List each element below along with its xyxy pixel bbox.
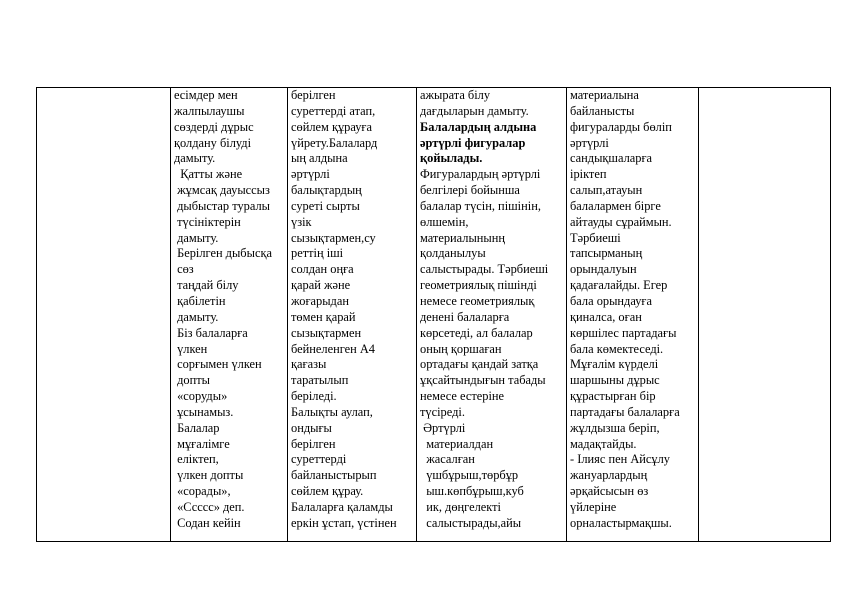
cell-text-line: мұғалімге [174,436,230,451]
cell-text-line: орындалуын [570,262,637,277]
cell-text-line: сызықтармен,су [291,230,376,245]
cell-text-line: қиналса, оған [570,309,642,324]
cell-text-line: өлшемін, [420,214,469,229]
cell-text-line: беріледі. [291,389,337,404]
cell-text-line: түсіреді. [420,404,465,419]
table-row [37,88,831,542]
cell-text-line: түсініктерін [174,214,241,229]
cell-text-line: геометриялық пішінді [420,278,537,293]
cell-text-line: балалар түсін, пішінін, [420,198,541,213]
cell-text-line: таңдай білу [174,278,239,293]
cell-text-line: шаршыны дұрыс [570,373,660,388]
cell-text-line: ондығы [291,420,332,435]
cell-text-line: дағдыларын дамыту. [420,103,529,118]
table-cell-col-5 [699,88,831,542]
table-cell-col-3 [417,88,567,542]
cell-text-line: қолданылуы [420,246,486,261]
cell-text-line: салып,атауын [570,183,643,198]
cell-text-line: солдан оңға [291,262,354,277]
cell-text-line: дыбыстар туралы [174,198,270,213]
cell-text-line: Содан кейін [174,515,241,530]
table-cell-col-1 [171,88,288,542]
cell-text-line: жалпылаушы [174,103,245,118]
cell-text-line: Балықты аулап, [291,404,373,419]
cell-text-line: - Ілияс пен Айсұлу [570,452,670,467]
cell-text-line: әрқайсысын өз [570,484,649,499]
cell-text-line: бейнеленген А4 [291,341,376,356]
cell-text-line: байланыстырып [291,468,377,483]
cell-text-line: есімдер мен [174,88,238,102]
cell-text-line: үлкен [174,341,208,356]
cell-text-line: қағазы [291,357,327,372]
cell-text-line: сөздерді дұрыс [174,119,254,134]
cell-text-line: салыстырады,айы [420,515,522,530]
cell-text-line: әртүрлі фигуралар [420,135,526,150]
cell-text-line: дамыту. [174,151,216,166]
cell-text-line: «Ссссс» деп. [174,499,245,514]
cell-text-line: берілген [291,436,336,451]
cell-text-line: сызықтармен [291,325,362,340]
cell-text-line: суреттерді атап, [291,103,376,118]
cell-text-line: Балалардың алдына [420,119,537,134]
cell-text-line: жасалған [420,452,475,467]
cell-text-line: немесе естеріне [420,389,505,404]
cell-text-line: материалына [570,88,639,102]
cell-text-line: реттің іші [291,246,344,261]
cell-text-line: сөз [174,262,194,277]
cell-text-line: партадағы балаларға [570,404,680,419]
cell-text-line: қолдану білуді [174,135,252,150]
cell-text-line: Тәрбиеші [570,230,621,245]
cell-text-line: үзік [291,214,312,229]
cell-text-line: мадақтайды. [570,436,637,451]
cell-text-line: Берілген дыбысқа [174,246,272,261]
cell-text-line: айтауды сұраймын. [570,214,672,229]
table-cell-col-0 [37,88,171,542]
cell-text-line: балықтардың [291,183,362,198]
cell-text-line: берілген [291,88,336,102]
cell-text-line: орналастырмақшы. [570,515,672,530]
cell-text-line: денені балаларға [420,309,510,324]
cell-text-line: Әртүрлі [420,420,466,435]
cell-text-line: таратылып [291,373,349,388]
cell-text-line: Мұғалім күрделі [570,357,659,372]
cell-text-line: ик, дөңгелекті [420,499,501,514]
cell-text-line: қойылады. [420,151,483,166]
cell-text-line: үйрету.Балалард [291,135,378,150]
cell-text-line: көрсетеді, ал балалар [420,325,533,340]
cell-text-line: төмен қарай [291,309,356,324]
cell-text-line: допты [174,373,210,388]
cell-text-line: оның қоршаған [420,341,502,356]
cell-text-line: әртүрлі [291,167,330,182]
cell-text-line: ың алдына [291,151,348,166]
table-cell-col-2 [288,88,417,542]
cell-text-line: ұсынамыз. [174,404,234,419]
cell-text-line: суреті сырты [291,198,360,213]
cell-text-line: іріктеп [570,167,607,182]
cell-text-line: Балаларға қаламды [291,499,393,514]
cell-text-line: Балалар [174,420,220,435]
cell-text-line: байланысты [570,103,635,118]
cell-text-line: фигураларды бөліп [570,119,672,134]
cell-text-line: қабілетін [174,293,226,308]
cell-text-line: үшбұрыш,төрбұр [420,468,519,483]
cell-text-line: материалдан [420,436,494,451]
cell-text-line: қадағалайды. Егер [570,278,668,293]
cell-text-line: «сорады», [174,484,231,499]
cell-text-line: үлкен допты [174,468,244,483]
cell-text-line: Біз балаларға [174,325,248,340]
cell-text-line: Фигуралардың әртүрлі [420,167,541,182]
cell-text-line: тапсырманың [570,246,643,261]
cell-text-line: еліктеп, [174,452,219,467]
cell-text-line: суреттерді [291,452,347,467]
cell-text-line: әртүрлі [570,135,609,150]
cell-text-line: материалынынң [420,230,506,245]
cell-text-line: үйлеріне [570,499,617,514]
cell-text-line: көршілес партадағы [570,325,677,340]
cell-text-line: бала орындауға [570,293,652,308]
table-cell-col-4 [567,88,699,542]
cell-text-line: бала көмектеседі. [570,341,664,356]
cell-text-line: құрастырған бір [570,389,656,404]
cell-text-line: ортадағы қандай затқа [420,357,539,372]
cell-text-line: сөйлем құрауға [291,119,373,134]
cell-text-line: Қатты және [174,167,243,182]
cell-text-line: жануарлардың [570,468,648,483]
cell-text-line: ажырата білу [420,88,491,102]
cell-text-line: сөйлем құрау. [291,484,364,499]
cell-text-line: жұмсақ дауыссыз [174,183,270,198]
cell-text-line: сандықшаларға [570,151,653,166]
cell-text-line: ыш.көпбұрыш,куб [420,484,524,499]
cell-text-line: ұқсайтындығын табады [420,373,546,388]
cell-text-line: жұлдызша беріп, [570,420,660,435]
cell-text-line: немесе геометриялық [420,293,535,308]
cell-text-line: жоғарыдан [291,293,349,308]
cell-text-line: салыстырады. Тәрбиеші [420,262,549,277]
cell-text-line: сорғымен үлкен [174,357,262,372]
cell-text-line: «соруды» [174,389,228,404]
cell-text-line: дамыту. [174,230,219,245]
cell-text-line: қарай және [291,278,351,293]
cell-text-line: балалармен бірге [570,198,661,213]
cell-text-line: еркін ұстап, үстінен [291,515,397,530]
lesson-plan-table [36,87,831,542]
cell-text-line: белгілері бойынша [420,183,520,198]
cell-text-line: дамыту. [174,309,219,324]
